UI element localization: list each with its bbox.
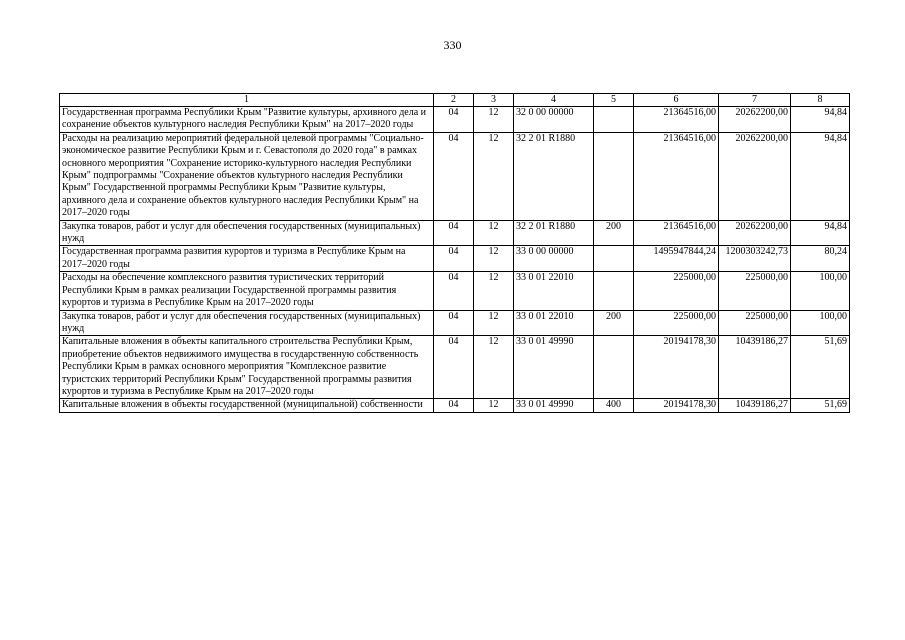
row-plan: 20194178,30 bbox=[634, 399, 719, 412]
row-name: Капитальные вложения в объекты капитального строительства Республики Крым, приобретение объектов недвижимого имущества в государственную собственность Республики Крым в рамках основного мероприятия "Комплексное развитие туристских территорий Республики Крым" Государственной программы развития курортов и туризма в Республике Крым на 2017–2020 годы bbox=[60, 336, 434, 399]
row-target-code: 33 0 01 49990 bbox=[514, 399, 594, 412]
row-name: Закупка товаров, работ и услуг для обеспечения государственных (муниципальных) нужд bbox=[60, 310, 434, 336]
row-expense-type bbox=[594, 132, 634, 220]
column-header: 5 bbox=[594, 94, 634, 107]
row-subsection: 12 bbox=[474, 246, 514, 272]
row-name: Закупка товаров, работ и услуг для обеспечения государственных (муниципальных) нужд bbox=[60, 220, 434, 246]
row-name: Государственная программа Республики Крым "Развитие культуры, архивного дела и сохранение объектов культурного наследия Республики Крым" на 2017–2020 годы bbox=[60, 107, 434, 133]
row-target-code: 32 0 00 00000 bbox=[514, 107, 594, 133]
row-plan: 225000,00 bbox=[634, 310, 719, 336]
table-row bbox=[60, 132, 850, 220]
page-number: 330 bbox=[443, 38, 462, 52]
row-percent: 94,84 bbox=[791, 220, 850, 246]
row-subsection: 12 bbox=[474, 310, 514, 336]
row-percent: 80,24 bbox=[791, 246, 850, 272]
row-expense-type bbox=[594, 272, 634, 310]
row-expense-type bbox=[594, 107, 634, 133]
row-percent: 51,69 bbox=[791, 336, 850, 399]
row-plan: 21364516,00 bbox=[634, 220, 719, 246]
table-row bbox=[60, 272, 850, 310]
row-name: Капитальные вложения в объекты государственной (муниципальной) собственности bbox=[60, 399, 434, 412]
column-header: 4 bbox=[514, 94, 594, 107]
row-section: 04 bbox=[434, 246, 474, 272]
row-actual: 225000,00 bbox=[719, 310, 791, 336]
row-actual: 1200303242,73 bbox=[719, 246, 791, 272]
row-actual: 20262200,00 bbox=[719, 132, 791, 220]
budget-table bbox=[59, 93, 850, 413]
row-section: 04 bbox=[434, 220, 474, 246]
row-expense-type bbox=[594, 336, 634, 399]
row-expense-type: 200 bbox=[594, 220, 634, 246]
row-subsection: 12 bbox=[474, 336, 514, 399]
row-percent: 94,84 bbox=[791, 107, 850, 133]
row-plan: 1495947844,24 bbox=[634, 246, 719, 272]
table-row bbox=[60, 399, 850, 412]
row-section: 04 bbox=[434, 399, 474, 412]
table-row bbox=[60, 246, 850, 272]
table-row bbox=[60, 107, 850, 133]
column-header: 2 bbox=[434, 94, 474, 107]
column-header: 1 bbox=[60, 94, 434, 107]
row-name: Государственная программа развития курортов и туризма в Республике Крым на 2017–2020 годы bbox=[60, 246, 434, 272]
column-header: 8 bbox=[791, 94, 850, 107]
row-expense-type: 400 bbox=[594, 399, 634, 412]
row-plan: 21364516,00 bbox=[634, 107, 719, 133]
row-target-code: 33 0 01 49990 bbox=[514, 336, 594, 399]
row-subsection: 12 bbox=[474, 132, 514, 220]
row-expense-type bbox=[594, 246, 634, 272]
table-row bbox=[60, 336, 850, 399]
row-actual: 10439186,27 bbox=[719, 399, 791, 412]
column-header: 6 bbox=[634, 94, 719, 107]
row-section: 04 bbox=[434, 107, 474, 133]
row-subsection: 12 bbox=[474, 107, 514, 133]
row-expense-type: 200 bbox=[594, 310, 634, 336]
row-actual: 225000,00 bbox=[719, 272, 791, 310]
row-section: 04 bbox=[434, 272, 474, 310]
row-actual: 20262200,00 bbox=[719, 220, 791, 246]
column-header: 7 bbox=[719, 94, 791, 107]
table-row bbox=[60, 310, 850, 336]
row-subsection: 12 bbox=[474, 272, 514, 310]
table-row bbox=[60, 220, 850, 246]
row-name: Расходы на реализацию мероприятий федеральной целевой программы "Социально-экономическое развитие Республики Крым и г. Севастополя до 2020 года" в рамках основного мероприятия "Сохранение историко-культурного наследия Республики Крым" подпрограммы "Сохранение объектов культурного наследия Республики Крым" Государственной программы Республики Крым "Развитие культуры, архивного дела и сохранение объектов культурного наследия Республики Крым" на 2017–2020 годы bbox=[60, 132, 434, 220]
row-section: 04 bbox=[434, 336, 474, 399]
row-plan: 225000,00 bbox=[634, 272, 719, 310]
row-subsection: 12 bbox=[474, 220, 514, 246]
row-target-code: 33 0 01 22010 bbox=[514, 310, 594, 336]
row-target-code: 33 0 01 22010 bbox=[514, 272, 594, 310]
row-percent: 100,00 bbox=[791, 272, 850, 310]
row-section: 04 bbox=[434, 132, 474, 220]
row-percent: 51,69 bbox=[791, 399, 850, 412]
row-plan: 21364516,00 bbox=[634, 132, 719, 220]
row-percent: 100,00 bbox=[791, 310, 850, 336]
column-header: 3 bbox=[474, 94, 514, 107]
row-target-code: 32 2 01 R1880 bbox=[514, 132, 594, 220]
row-actual: 10439186,27 bbox=[719, 336, 791, 399]
row-target-code: 32 2 01 R1880 bbox=[514, 220, 594, 246]
row-section: 04 bbox=[434, 310, 474, 336]
row-percent: 94,84 bbox=[791, 132, 850, 220]
row-actual: 20262200,00 bbox=[719, 107, 791, 133]
table-header-row bbox=[60, 94, 850, 107]
row-target-code: 33 0 00 00000 bbox=[514, 246, 594, 272]
row-name: Расходы на обеспечение комплексного развития туристических территорий Республики Крым в рамках реализации Государственной программы развития курортов и туризма в Республике Крым на 2017–2020 годы bbox=[60, 272, 434, 310]
row-subsection: 12 bbox=[474, 399, 514, 412]
row-plan: 20194178,30 bbox=[634, 336, 719, 399]
